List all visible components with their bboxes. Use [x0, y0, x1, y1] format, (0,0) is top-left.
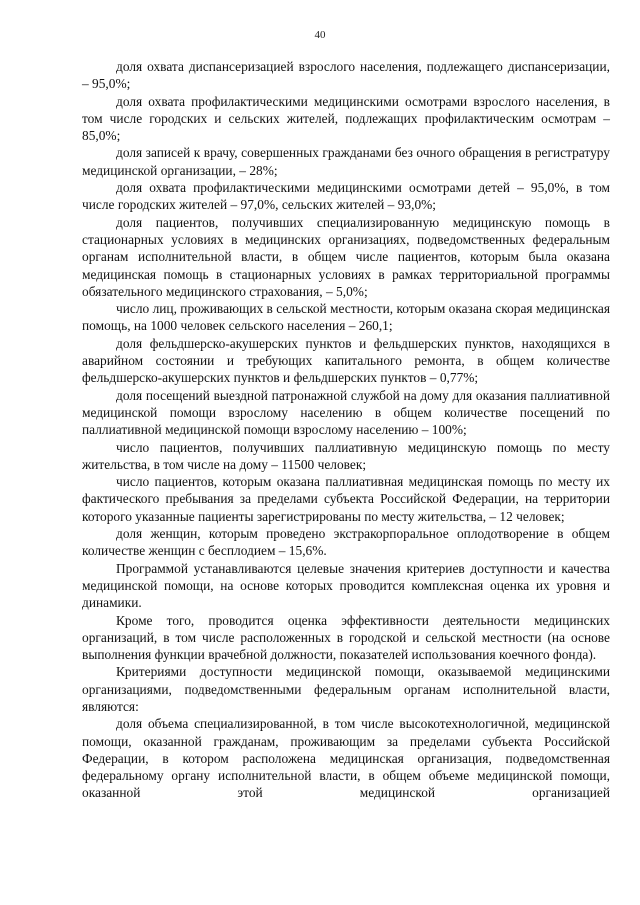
paragraph-dispanserization: доля охвата диспансеризацией взрослого населения, подлежащего диспансеризации, – 95,0%;: [82, 59, 610, 92]
paragraph-palliative-home: число пациентов, получивших паллиативную медицинскую помощь по месту жительства, в том числе на дому – 11500 человек;: [82, 439, 610, 472]
document-body: [82, 58, 610, 802]
paragraph-palliative-outside-region: число пациентов, которым оказана паллиативная медицинская помощь по месту их фактического пребывания за пределами субъекта Российской Федерации, на территории которого указанные пациенты зарегистрированы по месту жительства, – 12 человек;: [82, 474, 610, 524]
paragraph-efficiency-assessment: Кроме того, проводится оценка эффективности деятельности медицинских организаций, в том числе расположенных в городской и сельской местности (на основе выполнения функции врачебной должности, показателей использования коечного фонда).: [82, 612, 610, 663]
paragraph-adult-checkups: доля охвата профилактическими медицинскими осмотрами взрослого населения, в том числе городских и сельских жителей, подлежащих профилактическим осмотрам – 85,0%;: [82, 93, 610, 144]
paragraph-federal-criteria: Критериями доступности медицинской помощи, оказываемой медицинскими организациями, подведомственными федеральным органам исполнительной власти, являются:: [82, 664, 610, 714]
page-number: 40: [314, 29, 326, 41]
paragraph-rural-ambulance: число лиц, проживающих в сельской местности, которым оказана скорая медицинская помощь, на 1000 человек сельского населения – 260,1;: [82, 301, 610, 334]
paragraph-target-values: Программой устанавливаются целевые значения критериев доступности и качества медицинской помощи, на основе которых проводится комплексная оценка их уровня и динамики.: [82, 560, 610, 611]
paragraph-specialized-volume: доля объема специализированной, в том числе высокотехнологичной, медицинской помощи, оказанной гражданам, проживающим за пределами субъекта Российской Федерации, в котором расположена медицинская организация, подведомственная федеральному органу исполнительной власти, в общем объеме медицинской помощи, оказанной этой медицинской организацией: [82, 716, 610, 801]
paragraph-child-checkups: доля охвата профилактическими медицинскими осмотрами детей – 95,0%, в том числе городских жителей – 97,0%, сельских жителей – 93,0%;: [82, 180, 610, 213]
paragraph-palliative-visits: доля посещений выездной патронажной службой на дому для оказания паллиативной медицинской помощи взрослому населению в общем количестве посещений по паллиативной медицинской помощи взрослому населению – 100%;: [82, 387, 610, 438]
paragraph-specialized-care: доля пациентов, получивших специализированную медицинскую помощь в стационарных условиях в медицинских организациях, подведомственных федеральным органам исполнительной власти, в общем числе пациентов, которым была оказана медицинская помощь в стационарных условиях в рамках территориальной программы обязательного медицинского страхования, – 5,0%;: [82, 214, 610, 299]
paragraph-paramedic-points: доля фельдшерско-акушерских пунктов и фельдшерских пунктов, находящихся в аварийном состоянии и требующих капитального ремонта, в общем количестве фельдшерско-акушерских пунктов и фельдшерских пунктов – 0,77%;: [82, 335, 610, 386]
paragraph-remote-appointments: доля записей к врачу, совершенных гражданами без очного обращения в регистратуру медицинской организации, – 28%;: [82, 145, 610, 178]
paragraph-ivf: доля женщин, которым проведено экстракорпоральное оплодотворение в общем количестве женщин с бесплодием – 15,6%.: [82, 526, 610, 559]
